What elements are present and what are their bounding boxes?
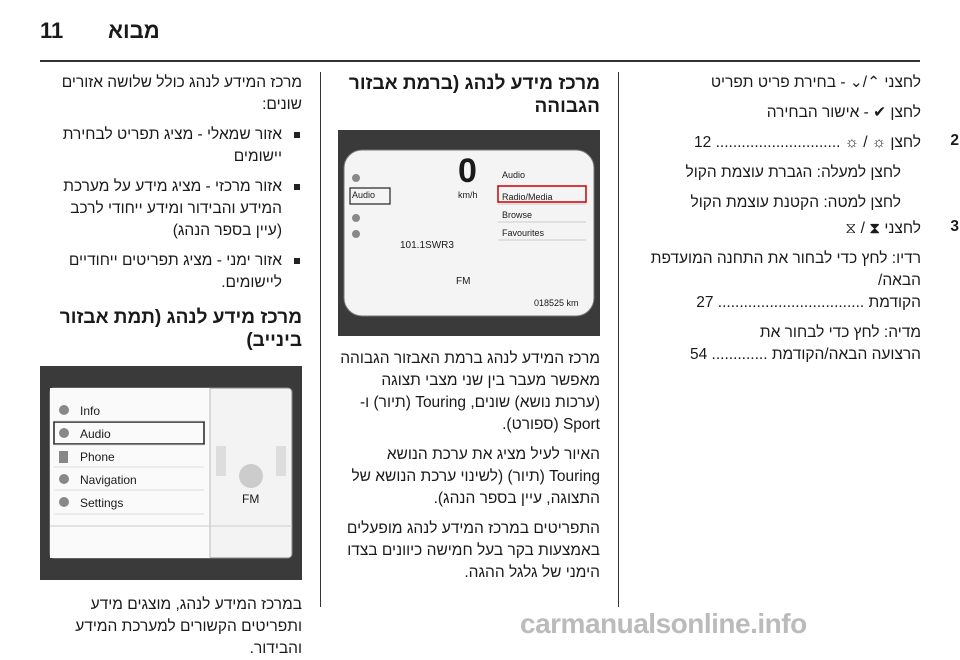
band-label: FM <box>456 276 471 287</box>
controls-text: רדיו: לחץ כדי לבחור את התחנה המועדפת הבאה/ <box>650 250 921 289</box>
column-divider <box>320 72 321 607</box>
settings-icon <box>59 497 69 507</box>
controls-text: לחצן למעלה: הגברת עוצמת הקול <box>685 164 901 181</box>
speed-unit: km/h <box>458 190 478 200</box>
paragraph: האיור לעיל מציג את ערכת הנושא Touring (תיור) (לשינוי ערכת הנושא של התצוגה, עיין בספר הנהג). <box>351 446 600 507</box>
menu-item-navigation[interactable]: Navigation <box>80 473 137 487</box>
radio-icon <box>239 464 263 488</box>
item-number: 3 <box>950 218 959 235</box>
audio-left-label: Audio <box>352 190 376 200</box>
menu-item-info[interactable]: Info <box>80 404 101 418</box>
item-text: לחצני ⧗ / ⧖ <box>845 220 921 237</box>
odometer: 018525 km <box>534 298 579 308</box>
audio-icon <box>59 428 69 438</box>
paragraph: מרכז המידע לנהג ברמת האבזור הגבוהה מאפשר מעבר בין שני מצבי תצוגה (ערכות נושא) שונים, Touring (תיור) ו-Sport (ספורט). <box>340 350 600 433</box>
controls-text: לחצני ⌃/⌄ - בחירת פריט תפריט <box>710 74 921 91</box>
section-title: מבוא <box>108 18 160 43</box>
station-label: 101.1SWR3 <box>400 240 454 251</box>
paragraph: התפריטים במרכז המידע לנהג מופעלים באמצעות בקר בעל חמישה כיוונים בצדו הימני של גלגל ההגה. <box>346 520 600 581</box>
controls-text: הרצועה הבאה/הקודמת ............. 54 <box>689 346 921 363</box>
audio-icon <box>352 174 360 182</box>
item-text: לחצן ☼ / ☼ ............................. 12 <box>694 134 921 151</box>
intro-text: מרכז המידע לנהג כולל שלושה אזורים שונים: <box>61 74 302 113</box>
left-column <box>40 72 302 660</box>
page-header <box>0 0 960 62</box>
controls-text: לחצן ✔ - אישור הבחירה <box>766 104 921 121</box>
menu-item-phone[interactable]: Phone <box>80 450 115 464</box>
figure-caption: במרכז המידע לנהג, מוצגים מידע ותפריטים הקשורים למערכת המידע והבידור. <box>75 596 302 657</box>
menu-list <box>80 400 137 515</box>
menu-item-radio-media[interactable]: Radio/Media <box>502 192 553 202</box>
controls-text: הקודמת .................................. 27 <box>696 294 921 311</box>
phone-icon <box>352 214 360 222</box>
bullet-item: אזור ימני - מציג תפריטים ייחודיים ליישומים. <box>40 250 302 294</box>
page-number: 11 <box>40 18 64 43</box>
middle-column <box>338 72 600 584</box>
bullet-item: אזור מרכזי - מציג מידע על מערכת המידע והבידור ומידע ייחודי לרכב (עיין בספר הנהג) <box>40 176 302 242</box>
info-icon <box>59 405 69 415</box>
speed-value: 0 <box>458 152 477 190</box>
navigation-icon <box>352 230 360 238</box>
high-level-display-figure <box>338 130 600 336</box>
audio-header: Audio <box>502 170 526 180</box>
numbered-item <box>636 218 959 240</box>
right-arrow-icon <box>276 446 286 476</box>
mid-level-display-figure <box>40 366 302 580</box>
header-rule <box>40 60 920 62</box>
band-label: FM <box>242 492 260 506</box>
controls-text: לחצן למטה: הקטנת עוצמת הקול <box>690 194 901 211</box>
menu-item-settings[interactable]: Settings <box>80 496 124 510</box>
numbered-item <box>636 132 959 154</box>
watermark: carmanualsonline.info <box>520 608 807 639</box>
bullet-item: אזור שמאלי - מציג תפריט לבחירת יישומים <box>40 124 302 168</box>
cluster-menu <box>502 188 553 242</box>
section-heading: מרכז מידע לנהג (תמת אבזור בינייב) <box>59 307 302 351</box>
controls-text: מדיה: לחץ כדי לבחור את <box>759 324 921 341</box>
right-column <box>636 72 959 366</box>
item-number: 2 <box>950 132 959 149</box>
phone-icon <box>59 451 68 463</box>
menu-item-browse[interactable]: Browse <box>502 210 533 220</box>
left-arrow-icon <box>216 446 226 476</box>
menu-item-favourites[interactable]: Favourites <box>502 228 545 238</box>
menu-item-audio[interactable]: Audio <box>80 427 111 441</box>
navigation-icon <box>59 474 69 484</box>
section-heading: מרכז מידע לנהג (ברמת אבזור הגבוהה <box>348 73 600 117</box>
column-divider <box>618 72 619 607</box>
